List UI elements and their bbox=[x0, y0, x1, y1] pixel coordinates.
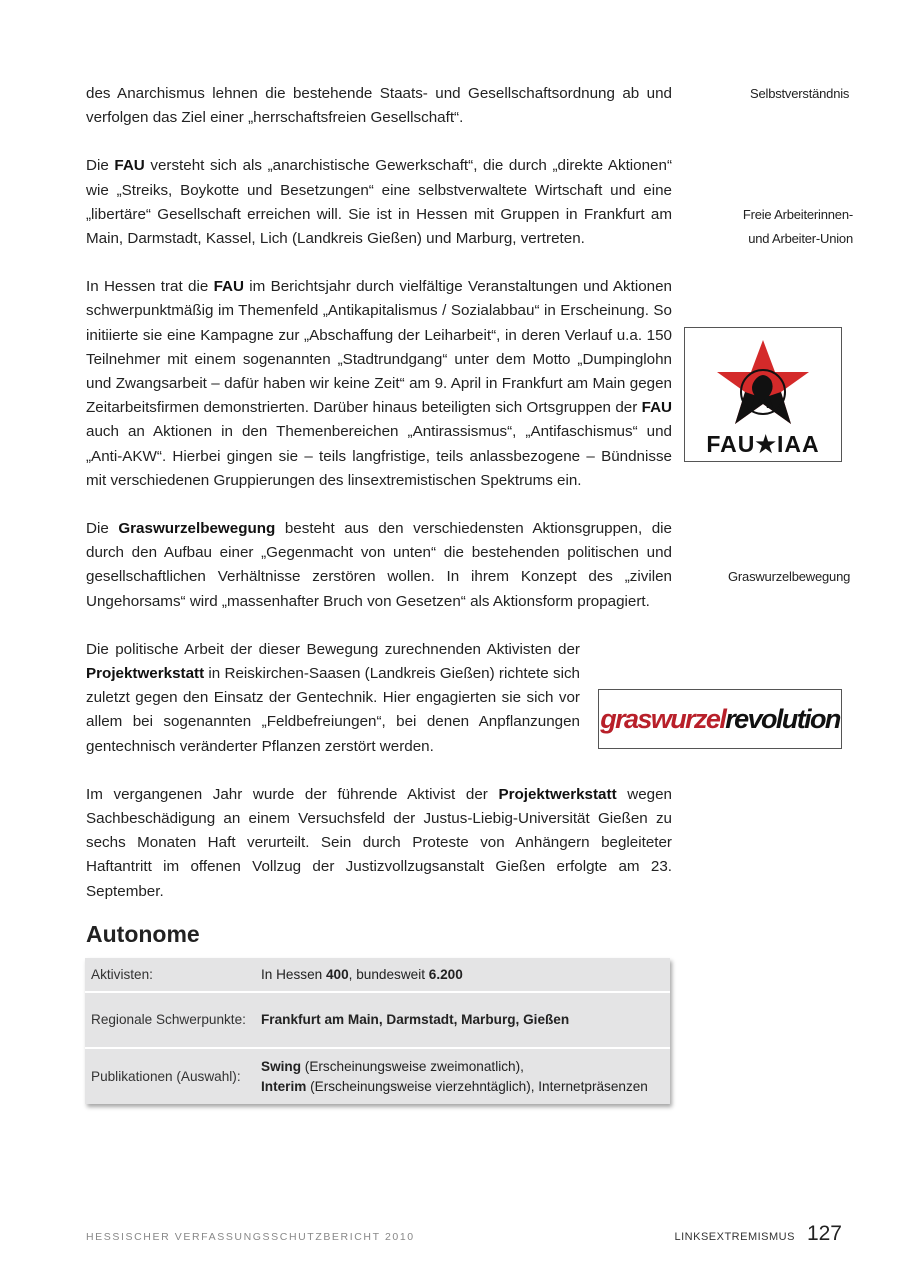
p6-bold-projektwerkstatt: Projektwerkstatt bbox=[498, 785, 617, 803]
table-label-schwerpunkte: Regionale Schwerpunkte: bbox=[85, 992, 255, 1048]
sidebar-label-fau bbox=[740, 203, 853, 251]
p3-text-c: auch an Aktionen in den Themenbereichen „Antirassismus“, „Antifaschismus“ und „Anti-AKW“. Hierbei gingen sie – teils langfristige, teils anlassbezogene – Bündnisse mit verschiedenen Gruppierungen des linsextremistischen Spektrums ein. bbox=[86, 423, 672, 489]
main-text-column bbox=[86, 82, 672, 928]
p4-text-b: besteht aus den verschiedensten Aktionsgruppen, die durch den Aufbau einer „Gegenmacht von unten“ die bestehenden politischen und gesellschaftlichen Verhältnisse zerstören wollen. In ihrem Konzept des „zivilen Ungehorsams“ wird „massenhafter Bruch von Gesetzen“ als Aktionsform propagiert. bbox=[86, 520, 672, 610]
p3-text-b: im Berichtsjahr durch vielfältige Veranstaltungen und Aktionen schwerpunktmäßig im Themenfeld „Antikapitalismus / Sozialabbau“ in Erscheinung. So initiierte sie eine Kampagne zur „Abschaffung der Leiharbeit“, in deren Verlauf u.a. 150 Teilnehmer mit einem sogenannten „Stadtrundgang“ unter dem Motto „Dumpinglohn und Zwangsarbeit – dafür haben wir keine Zeit“ am 9. April in Frankfurt am Main gegen Zeitarbeitsfirmen demonstrierten. Darüber hinaus beteiligten sich Ortsgruppen der bbox=[86, 278, 672, 417]
p2-bold-fau: FAU bbox=[114, 157, 145, 175]
table-label-aktivisten: Aktivisten: bbox=[91, 966, 153, 982]
p5-text-a: Die politische Arbeit der dieser Bewegung zurechnenden Aktivisten der bbox=[86, 640, 580, 658]
table-label-publikationen: Publikationen (Auswahl): bbox=[85, 1048, 255, 1104]
sidebar-label-selbstverstaendnis: Selbstverständnis bbox=[750, 86, 850, 101]
table-value-schwerpunkte bbox=[255, 992, 670, 1048]
table-value-publikationen bbox=[255, 1048, 670, 1104]
p3-bold-fau-1: FAU bbox=[213, 278, 244, 296]
sidebar-label-fau-line2: und Arbeiter-Union bbox=[748, 231, 853, 246]
publication-swing-desc: (Erscheinungsweise zweimonatlich), bbox=[301, 1058, 524, 1074]
p2-text-a: Die bbox=[86, 157, 115, 175]
gw-logo-black-part: revolution bbox=[725, 703, 840, 734]
sidebar-label-graswurzel: Graswurzelbewegung bbox=[728, 569, 851, 584]
footer-page-info bbox=[674, 1222, 842, 1246]
table-row-aktivisten bbox=[85, 958, 670, 992]
paragraph-haft bbox=[86, 783, 672, 904]
p3-bold-fau-2: FAU bbox=[641, 399, 672, 417]
publication-swing: Swing bbox=[261, 1058, 302, 1074]
aktivisten-bund-count: 6.200 bbox=[428, 966, 463, 982]
p5-text-b: in Reiskirchen-Saasen (Landkreis Gießen) richtete sich zuletzt gegen den Einsatz der Gentechnik. Hier engagierten sie sich vor allem bei sogenannten „Feldbefreiungen“, bei denen Anpflanzungen gentechnisch veränderter Pflanzen zerstört werden. bbox=[86, 665, 580, 755]
p4-text-a: Die bbox=[86, 520, 119, 538]
paragraph-anarchismus: des Anarchismus lehnen die bestehende Staats- und Gesellschaftsordnung ab und verfolgen das Ziel einer „herrschaftsfreien Gesellschaft“. bbox=[86, 85, 672, 127]
aktivisten-text-a: In Hessen bbox=[261, 966, 326, 982]
footer-section-name: LINKSEXTREMISMUS bbox=[674, 1231, 795, 1243]
paragraph-projektwerkstatt bbox=[86, 638, 672, 759]
p6-text-b: wegen Sachbeschädigung an einem Versuchsfeld der Justus-Liebig-Universität Gießen zu sechs Monaten Haft verurteilt. Sein durch Proteste von Anhängern begleiteter Haftantritt im offenen Vollzug der Justizvollzugsanstalt Gießen erfolgte am 23. September. bbox=[86, 785, 672, 900]
p5-bold-projektwerkstatt: Projektwerkstatt bbox=[86, 665, 205, 683]
p6-text-a: Im vergangenen Jahr wurde der führende Aktivist der bbox=[86, 785, 499, 803]
sidebar-label-fau-line1: Freie Arbeiterinnen- bbox=[742, 207, 853, 222]
fau-iaa-logo bbox=[684, 327, 842, 462]
publication-interim-desc: (Erscheinungsweise vierzehntäglich), Internetpräsenzen bbox=[306, 1078, 648, 1094]
paragraph-fau-hessen bbox=[86, 275, 672, 493]
aktivisten-hessen-count: 400 bbox=[325, 966, 349, 982]
fau-iaa-text: FAU★IAA bbox=[706, 431, 820, 457]
page-number: 127 bbox=[806, 1222, 842, 1245]
schwerpunkte-cities: Frankfurt am Main, Darmstadt, Marburg, Gießen bbox=[261, 1012, 570, 1027]
section-heading-autonome: Autonome bbox=[86, 921, 200, 947]
logo-float-spacer bbox=[580, 666, 672, 746]
table-value-aktivisten bbox=[255, 958, 670, 992]
publication-interim: Interim bbox=[261, 1078, 307, 1094]
aktivisten-text-c: , bundesweit bbox=[348, 966, 429, 982]
fau-star-emblem bbox=[685, 328, 841, 461]
paragraph-graswurzel bbox=[86, 517, 672, 614]
autonome-info-table bbox=[85, 958, 670, 1104]
p3-text-a: In Hessen trat die bbox=[86, 278, 214, 296]
paragraph-fau-intro bbox=[86, 154, 672, 251]
gw-logo-red-part: graswurzel bbox=[600, 703, 726, 734]
p2-text-b: versteht sich als „anarchistische Gewerkschaft“, die durch „direkte Aktionen“ wie „Streiks, Boykotte und Besetzungen“ eine selbstverwaltete Wirtschaft und eine „libertäre“ Gesellschaft erreichen will. Sie ist in Hessen mit Gruppen in Frankfurt am Main, Darmstadt, Kassel, Lich (Landkreis Gießen) und Marburg, vertreten. bbox=[86, 157, 673, 248]
p4-bold-graswurzel: Graswurzelbewegung bbox=[118, 520, 276, 538]
footer-report-title: HESSISCHER VERFASSUNGSSCHUTZBERICHT 2010 bbox=[86, 1231, 415, 1243]
table-row-publikationen bbox=[85, 1048, 670, 1104]
table-row-schwerpunkte bbox=[85, 992, 670, 1048]
